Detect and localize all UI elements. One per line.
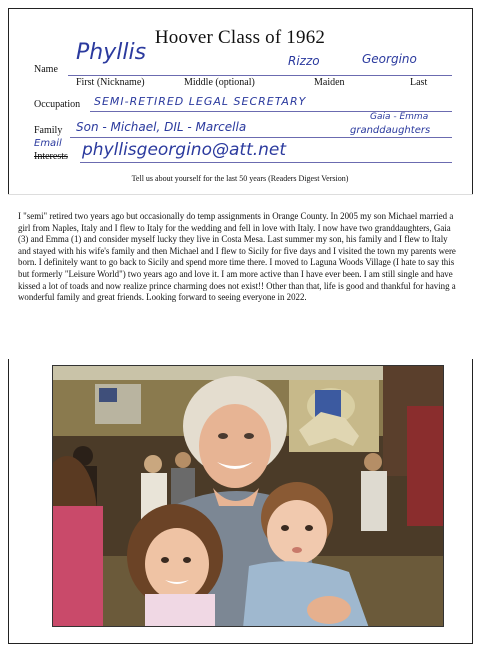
family-extra-bottom: granddaughters (350, 125, 431, 136)
interests-label: Interests (34, 151, 68, 162)
family-photo (52, 365, 444, 627)
occupation-label: Occupation (34, 99, 81, 110)
last-name-value: Georgino (362, 52, 417, 66)
name-label: Name (34, 64, 58, 75)
middle-label: Middle (optional) (184, 77, 255, 88)
maiden-label: Maiden (314, 77, 345, 88)
name-line (68, 75, 452, 76)
maiden-name-value: Rizzo (288, 54, 320, 68)
first-name-value: Phyllis (76, 40, 147, 65)
last-label: Last (410, 77, 428, 88)
form-title: Hoover Class of 1962 (154, 27, 326, 48)
family-label: Family (34, 125, 63, 136)
family-line (70, 137, 452, 138)
family-value: Son - Michael, DIL - Marcella (76, 120, 247, 134)
email-value: phyllisgeorgino@att.net (82, 140, 287, 160)
occupation-value: SEMI-RETIRED LEGAL SECRETARY (94, 95, 307, 108)
interests-line (80, 162, 452, 163)
tell-us-prompt: Tell us about yourself for the last 50 years (Readers Digest Version) (131, 174, 349, 183)
story-text: I "semi" retired two years ago but occasionally do temp assignments in Orange County. In 2005 my son Michael married a girl from Naples, Italy and I flew to Italy for the wedding and fell in love with Italy. I now have two granddaughters, Gaia (3) and Emma (1) and consider myself lucky they live in Costa Mesa. Last summer my son, his family and I flew to Italy and stayed with his wife's family and then Michael and I flew to Sicily for five days and I visited the town my parents were born. I definitely want to go back to Sicily and spend more time there. I moved to Laguna Woods Village (I hate to say this but formerly "Leisure World") two years ago and love it. I am more active than I have ever been. I am still single and have kissed a lot of toads and now realize prince charming does not exist!! Other than that, life is good and thankful for having a wonderful family and great friends. Looking forward to seeing everyone in 2022. (18, 211, 456, 303)
family-extra-top: Gaia - Emma (370, 112, 429, 122)
email-label: Email (34, 138, 62, 149)
first-label: First (Nickname) (76, 77, 145, 88)
